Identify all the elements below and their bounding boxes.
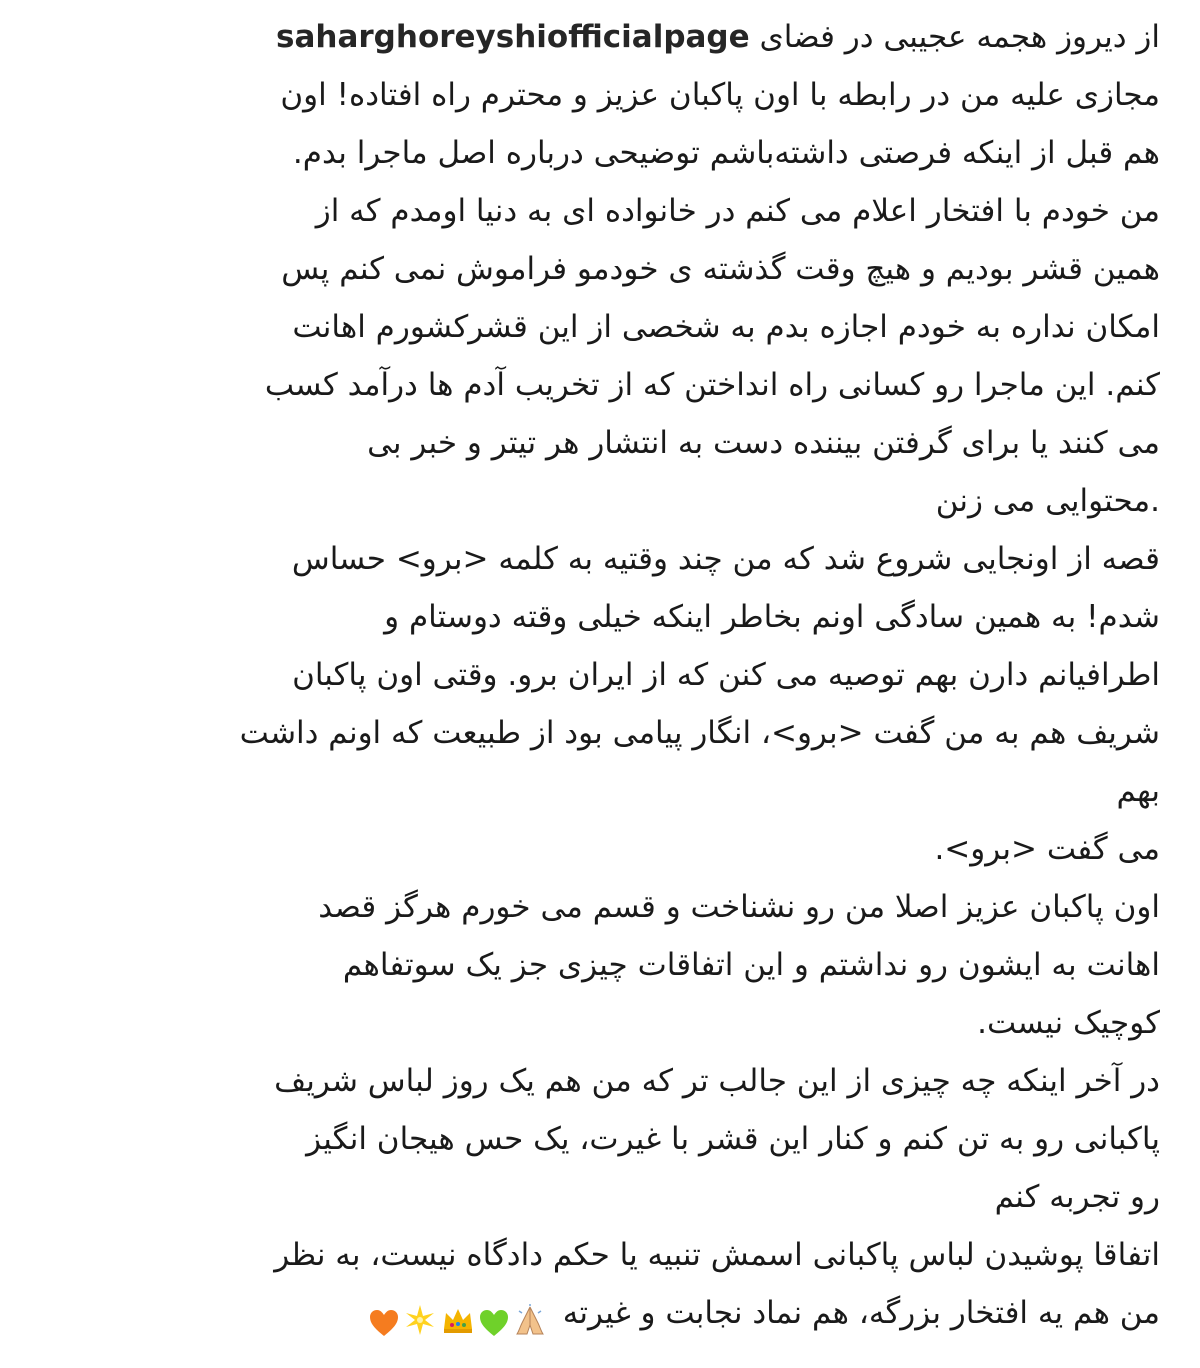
orange-heart-icon — [369, 1298, 399, 1326]
caption-line: قصه از اونجایی شروع شد که من چند وقتیه به کلمه <برو> حساس — [291, 541, 1160, 577]
sparkle-star-icon — [403, 1298, 437, 1332]
green-heart-icon — [479, 1298, 509, 1326]
username-link[interactable]: saharghoreyshiofficialpage — [276, 19, 750, 55]
caption-line-1 — [48, 8, 1160, 66]
caption-paragraph-1 — [30, 8, 1160, 530]
caption-line: کوچیک نیست. — [977, 1005, 1160, 1041]
caption-line: اطرافیانم دارن بهم توصیه می کنن که از ایران برو. وقتی اون پاکبان — [292, 657, 1160, 693]
caption-line-last — [30, 1284, 1160, 1342]
caption-paragraph-5 — [30, 1226, 1160, 1342]
caption-intro-text: از دیروز هجمه عجیبی در فضای — [759, 19, 1160, 55]
caption-line: در آخر اینکه چه چیزی از این جالب تر که من هم یک روز لباس شریف — [274, 1063, 1160, 1099]
caption-line: اتفاقا پوشیدن لباس پاکبانی اسمش تنبیه یا حکم دادگاه نیست، به نظر — [274, 1237, 1160, 1273]
crown-icon — [441, 1298, 475, 1332]
caption-line: اهانت به ایشون رو نداشتم و این اتفاقات چیزی جز یک سوتفاهم — [342, 947, 1160, 983]
caption-line: پاکبانی رو به تن کنم و کنار این قشر با غیرت، یک حس هیجان انگیز — [306, 1121, 1160, 1157]
caption-line: رو تجربه کنم — [994, 1179, 1160, 1215]
folded-hands-icon — [513, 1298, 547, 1332]
caption-line: اون پاکبان عزیز اصلا من رو نشناخت و قسم می خورم هرگز قصد — [318, 889, 1160, 925]
caption-line: من خودم با افتخار اعلام می کنم در خانواده ای به دنیا اومدم که از — [315, 193, 1160, 229]
caption-line: مجازی علیه من در رابطه با اون پاکبان عزیز و محترم راه افتاده! اون — [280, 77, 1160, 113]
emoji-row — [369, 1298, 547, 1332]
caption-line: همین قشر بودیم و هیچ وقت گذشته ی خودمو فراموش نمی کنم پس — [281, 251, 1160, 287]
caption-line: امکان نداره به خودم اجازه بدم به شخصی از این قشرکشورم اهانت — [292, 309, 1160, 345]
caption-paragraph-4 — [30, 1052, 1160, 1226]
caption-line: هم قبل از اینکه فرصتی داشته‌باشم توضیحی درباره اصل ماجرا بدم. — [292, 135, 1160, 171]
caption-line: می کنند یا برای گرفتن بیننده دست به انتشار هر تیتر و خبر بی — [367, 425, 1160, 461]
caption-last-text: من هم یه افتخار بزرگه، هم نماد نجابت و غیرته — [562, 1295, 1160, 1331]
caption-paragraph-3 — [30, 878, 1160, 1052]
post-caption — [30, 8, 1160, 1360]
caption-line: .محتوایی می زنن — [935, 483, 1160, 519]
caption-paragraph-2 — [30, 530, 1160, 878]
caption-line: کنم. این ماجرا رو کسانی راه انداختن که از تخریب آدم ها درآمد کسب — [264, 367, 1160, 403]
caption-line: می گفت <برو>. — [934, 831, 1160, 867]
caption-line: شریف هم به من گفت <برو>، انگار پیامی بود از طبیعت که اونم داشت — [239, 715, 1160, 751]
caption-line: بهم — [1116, 773, 1160, 809]
caption-line: شدم! به همین سادگی اونم بخاطر اینکه خیلی وقته دوستام و — [384, 599, 1160, 635]
